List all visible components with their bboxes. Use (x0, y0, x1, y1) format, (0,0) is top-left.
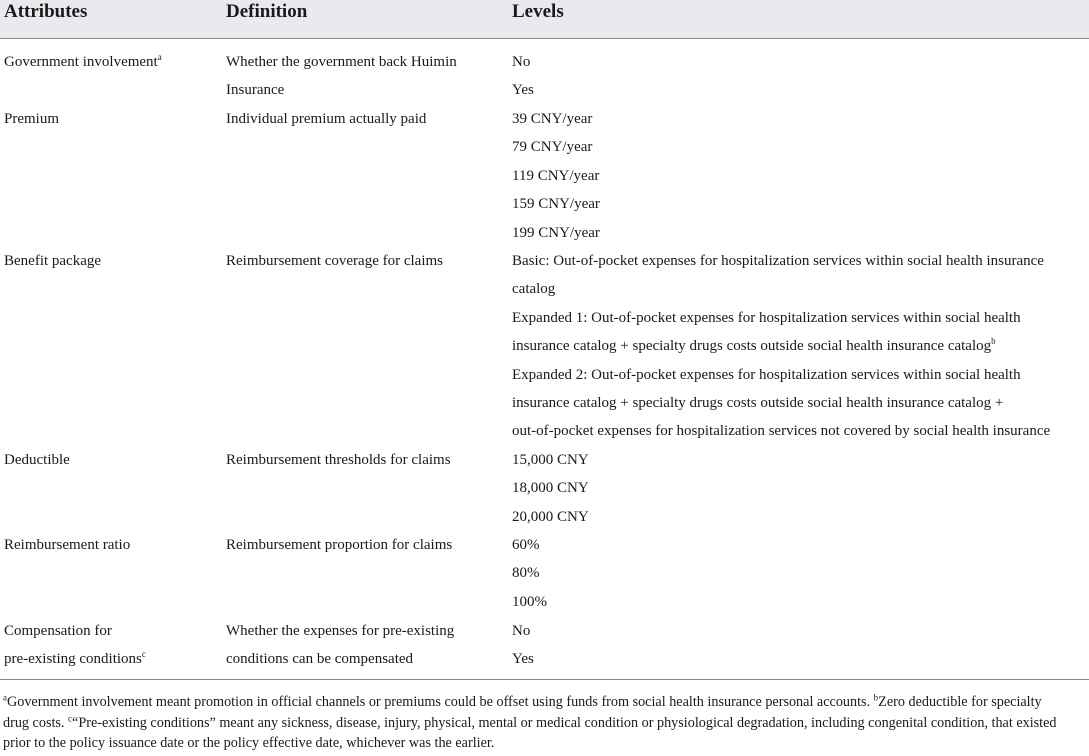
definition-line: Whether the expenses for pre-existing (226, 623, 455, 639)
level-item: catalog (512, 281, 556, 298)
level-item: 100% (512, 593, 547, 610)
footnote-line (3, 692, 1087, 713)
level-item: 80% (512, 565, 540, 582)
level-item: Expanded 1: Out-of-pocket expenses for hospitalization services within social health (512, 309, 1021, 326)
level-item: 119 CNY/year (512, 167, 600, 184)
footnote-line: prior to the policy issuance date or the policy effective date, whichever was the earlier. (3, 735, 495, 751)
level-item: 39 CNY/year (512, 111, 593, 127)
footnote-marker: c (68, 712, 73, 723)
level-item: 15,000 CNY (512, 452, 589, 468)
row-government-definition (226, 48, 506, 105)
attribute-text: pre-existing conditions (4, 651, 142, 668)
footnote-text: “Pre-existing conditions” meant any sickness, disease, injury, physical, mental or medical condition or physiological degradation, including congenital condition, that existed (72, 714, 1057, 731)
header-definition: Definition (226, 1, 308, 22)
row-deductible-definition (226, 446, 506, 474)
footnote-line (3, 713, 1087, 734)
row-preexisting-attribute (4, 617, 214, 674)
footnote-marker: b (991, 336, 996, 347)
row-government-attribute (4, 48, 214, 76)
level-item: 60% (512, 537, 540, 553)
header-attributes: Attributes (4, 1, 88, 22)
level-item: No (512, 54, 531, 70)
row-ratio-levels (512, 531, 1086, 616)
level-item: No (512, 623, 531, 639)
level-item (512, 332, 1086, 360)
level-item: 20,000 CNY (512, 508, 589, 525)
attribute-label (4, 645, 214, 673)
header-divider (0, 38, 1089, 39)
level-item: out-of-pocket expenses for hospitalization services not covered by social health insurance (512, 423, 1051, 440)
level-item: 79 CNY/year (512, 139, 593, 156)
table-bottom-divider (0, 679, 1089, 680)
level-item: Yes (512, 82, 534, 99)
row-government-levels (512, 48, 1086, 105)
row-premium-definition (226, 105, 506, 133)
row-premium-attribute (4, 105, 214, 133)
footnote-marker: a (157, 52, 162, 62)
level-item: 159 CNY/year (512, 196, 600, 213)
footnote-marker: a (3, 692, 7, 703)
footnote-marker: b (873, 692, 879, 703)
row-ratio-definition (226, 531, 506, 559)
level-item: Basic: Out-of-pocket expenses for hospitalization services within social health insurance (512, 253, 1044, 269)
row-benefit-levels (512, 247, 1086, 446)
row-deductible-attribute (4, 446, 214, 474)
footnote-text: Government involvement meant promotion in official channels or premiums could be offset using funds from social health insurance personal accounts. (7, 694, 871, 710)
table-footnote (3, 692, 1087, 754)
attribute-label: Government involvement (4, 54, 158, 70)
level-item: 18,000 CNY (512, 480, 589, 497)
level-item: Yes (512, 651, 534, 668)
level-item: Expanded 2: Out-of-pocket expenses for hospitalization services within social health (512, 366, 1021, 383)
definition-line: Whether the government back Huimin (226, 54, 457, 70)
definition-line: Insurance (226, 82, 285, 99)
attribute-label: Reimbursement ratio (4, 537, 131, 553)
row-preexisting-definition (226, 617, 506, 674)
table-header (0, 0, 1089, 38)
level-item: 199 CNY/year (512, 224, 600, 241)
definition-line: Reimbursement thresholds for claims (226, 452, 451, 468)
footnote-text: drug costs. (3, 714, 65, 731)
footnote-marker: c (141, 649, 146, 660)
attribute-label: Compensation for (4, 623, 112, 639)
row-benefit-attribute (4, 247, 214, 275)
attribute-label: Benefit package (4, 253, 102, 269)
row-ratio-attribute (4, 531, 214, 559)
level-item: insurance catalog + specialty drugs costs outside social health insurance catalog + (512, 395, 1004, 412)
definition-line: Reimbursement proportion for claims (226, 537, 453, 553)
header-levels: Levels (512, 1, 564, 22)
attribute-label: Premium (4, 111, 59, 127)
row-deductible-levels (512, 446, 1086, 531)
footnote-text: Zero deductible for specialty (878, 694, 1042, 710)
definition-line: Reimbursement coverage for claims (226, 253, 444, 269)
definition-line: conditions can be compensated (226, 651, 414, 668)
definition-line: Individual premium actually paid (226, 111, 427, 127)
attribute-label: Deductible (4, 452, 70, 468)
row-premium-levels (512, 105, 1086, 247)
row-benefit-definition (226, 247, 506, 275)
row-preexisting-levels (512, 617, 1086, 674)
level-text: insurance catalog + specialty drugs costs outside social health insurance catalog (512, 338, 992, 355)
